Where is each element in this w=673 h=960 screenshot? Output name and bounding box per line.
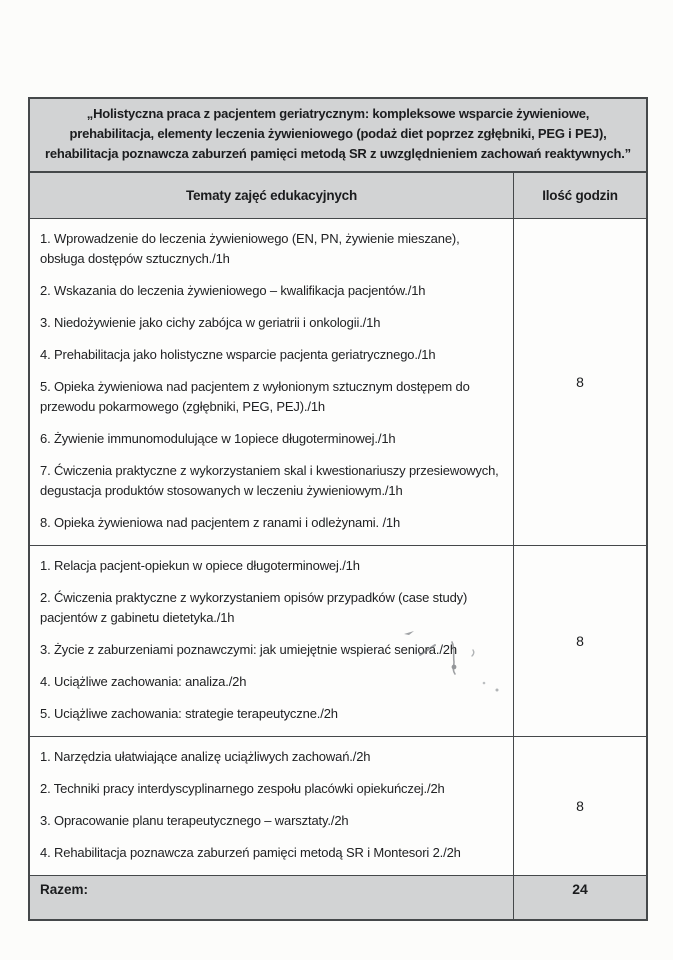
section-hours-cell xyxy=(513,546,646,736)
topic-item: 2. Techniki pracy interdyscyplinarnego zespołu placówki opiekuńczej./2h xyxy=(40,781,445,796)
curriculum-table xyxy=(28,97,648,921)
topic-item: 3. Życie z zaburzeniami poznawczymi: jak umiejętnie wspierać seniora./2h xyxy=(40,642,457,657)
course-title: „Holistyczna praca z pacjentem geriatrycznym: kompleksowe wsparcie żywieniowe, prehabilitacja, elementy leczenia żywieniowego (podaż diet poprzez zgłębniki, PEG i PEJ), rehabilitacja poznawcza zaburzeń pamięci metodą SR z uwzględnieniem zachowań reaktywnych.” xyxy=(30,99,646,173)
table-section-row xyxy=(30,736,646,875)
topic-item: 4. Rehabilitacja poznawcza zaburzeń pamięci metodą SR i Montesori 2./2h xyxy=(40,845,461,860)
column-header-hours: Ilość godzin xyxy=(542,188,618,203)
topic-item: 3. Niedożywienie jako cichy zabójca w geriatrii i onkologii./1h xyxy=(40,315,381,330)
topic-item: 1. Wprowadzenie do leczenia żywieniowego (EN, PN, żywienie mieszane), obsługa dostępów sztucznych./1h xyxy=(40,231,460,266)
table-header-row xyxy=(30,173,646,218)
topic-item: 4. Prehabilitacja jako holistyczne wsparcie pacjenta geriatrycznego./1h xyxy=(40,347,436,362)
total-row xyxy=(30,875,646,919)
table-section-row xyxy=(30,218,646,545)
section-topics-cell xyxy=(30,219,513,545)
section-hours-value: 8 xyxy=(576,798,584,814)
section-hours-value: 8 xyxy=(576,374,584,390)
topic-item: 7. Ćwiczenia praktyczne z wykorzystaniem skal i kwestionariuszy przesiewowych, degustacja produktów stosowanych w leczeniu żywieniowym./1h xyxy=(40,463,499,498)
topic-item: 1. Relacja pacjent-opiekun w opiece długoterminowej./1h xyxy=(40,558,360,573)
topic-item: 2. Ćwiczenia praktyczne z wykorzystaniem opisów przypadków (case study) pacjentów z gabinetu dietetyka./1h xyxy=(40,590,468,625)
section-hours-value: 8 xyxy=(576,633,584,649)
topic-item: 5. Uciążliwe zachowania: strategie terapeutyczne./2h xyxy=(40,706,338,721)
topic-item: 6. Żywienie immunomodulujące w 1opiece długoterminowej./1h xyxy=(40,431,396,446)
table-section-row xyxy=(30,545,646,736)
hours-header-cell xyxy=(513,173,646,218)
topic-item: 8. Opieka żywieniowa nad pacjentem z ranami i odleżynami. /1h xyxy=(40,515,401,530)
total-label: Razem: xyxy=(40,882,89,897)
total-hours-cell xyxy=(513,876,646,919)
section-hours-cell xyxy=(513,737,646,875)
total-label-cell xyxy=(30,876,513,919)
section-topics-cell xyxy=(30,546,513,736)
topic-item: 2. Wskazania do leczenia żywieniowego – kwalifikacja pacjentów./1h xyxy=(40,283,426,298)
topic-item: 3. Opracowanie planu terapeutycznego – warsztaty./2h xyxy=(40,813,349,828)
topic-item: 4. Uciążliwe zachowania: analiza./2h xyxy=(40,674,247,689)
section-topics-cell xyxy=(30,737,513,875)
topic-item: 5. Opieka żywieniowa nad pacjentem z wyłonionym sztucznym dostępem do przewodu pokarmowego (zgłębniki, PEG, PEJ)./1h xyxy=(40,379,470,414)
topics-header-cell xyxy=(30,173,513,218)
topic-item: 1. Narzędzia ułatwiające analizę uciążliwych zachowań./2h xyxy=(40,749,371,764)
total-hours-value: 24 xyxy=(572,881,588,897)
column-header-topics: Tematy zajęć edukacyjnych xyxy=(185,188,358,203)
section-hours-cell xyxy=(513,219,646,545)
